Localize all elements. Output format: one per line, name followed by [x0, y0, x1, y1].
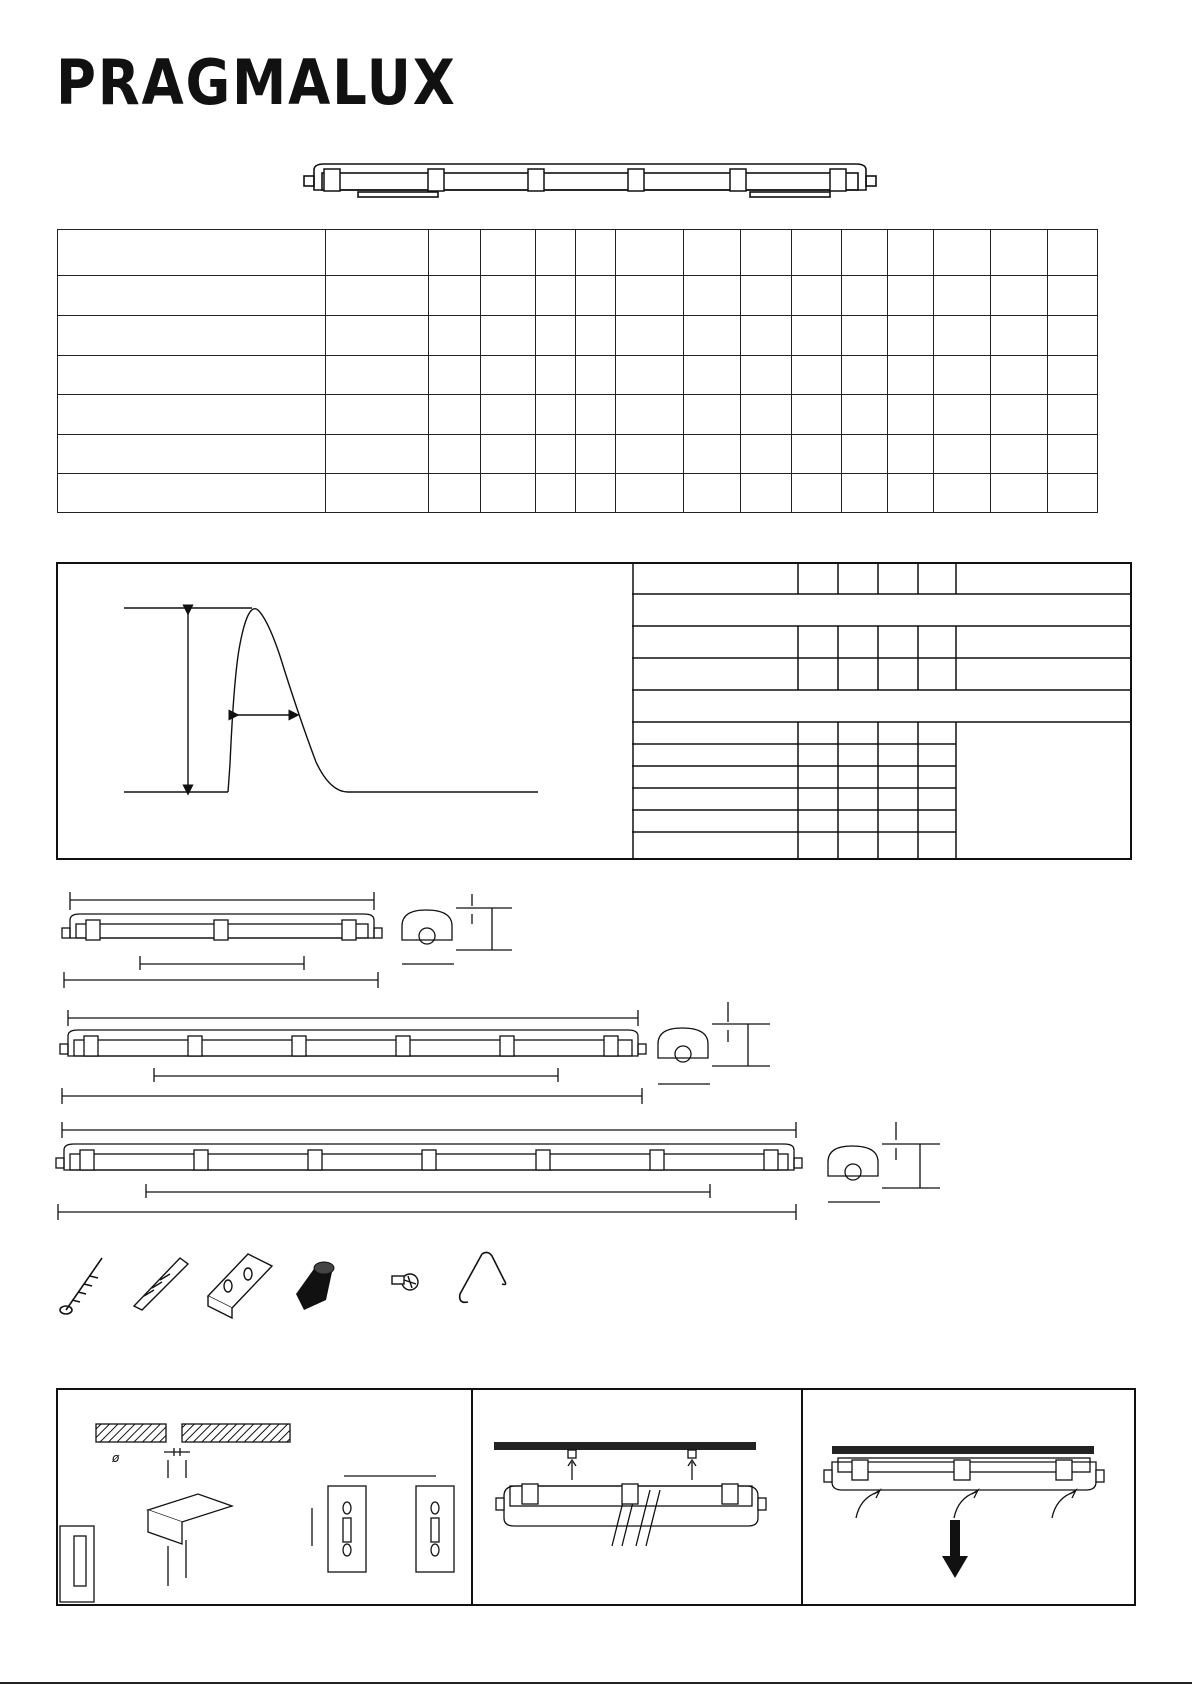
table-row	[58, 316, 1098, 356]
dimension-drawing-long	[54, 1110, 954, 1224]
brand-logo: PRAGMALUX	[56, 46, 457, 119]
inrush-current-panel	[56, 562, 1132, 860]
table-row	[58, 395, 1098, 435]
table-row	[58, 356, 1098, 395]
hook-icon	[460, 1252, 506, 1302]
wall-plug-icon	[134, 1258, 188, 1310]
bottom-rule	[0, 1682, 1192, 1684]
cable-gland-icon	[296, 1262, 334, 1310]
screw-icon	[60, 1258, 102, 1314]
inrush-pulse-diagram	[58, 564, 634, 858]
installation-step-2	[476, 1390, 798, 1604]
down-arrow-icon	[942, 1520, 968, 1578]
mounting-bracket-icon	[208, 1254, 272, 1318]
table-row	[58, 276, 1098, 316]
dimension-drawing-short	[60, 880, 530, 992]
product-hero-image	[300, 160, 880, 202]
installation-step-1	[58, 1390, 470, 1604]
table-row	[58, 435, 1098, 474]
panel-divider	[471, 1390, 473, 1604]
installation-steps-panel	[56, 1388, 1136, 1606]
electrical-data-grid	[632, 564, 1132, 858]
accessories-row	[58, 1250, 558, 1320]
specification-table	[57, 229, 1098, 513]
bolt-icon	[392, 1274, 418, 1290]
installation-step-3	[806, 1390, 1132, 1604]
table-row	[58, 474, 1098, 513]
panel-divider	[801, 1390, 803, 1604]
drill-diameter-symbol: ø	[112, 1451, 120, 1465]
table-row	[58, 230, 1098, 276]
dimension-drawing-medium	[58, 1000, 778, 1108]
